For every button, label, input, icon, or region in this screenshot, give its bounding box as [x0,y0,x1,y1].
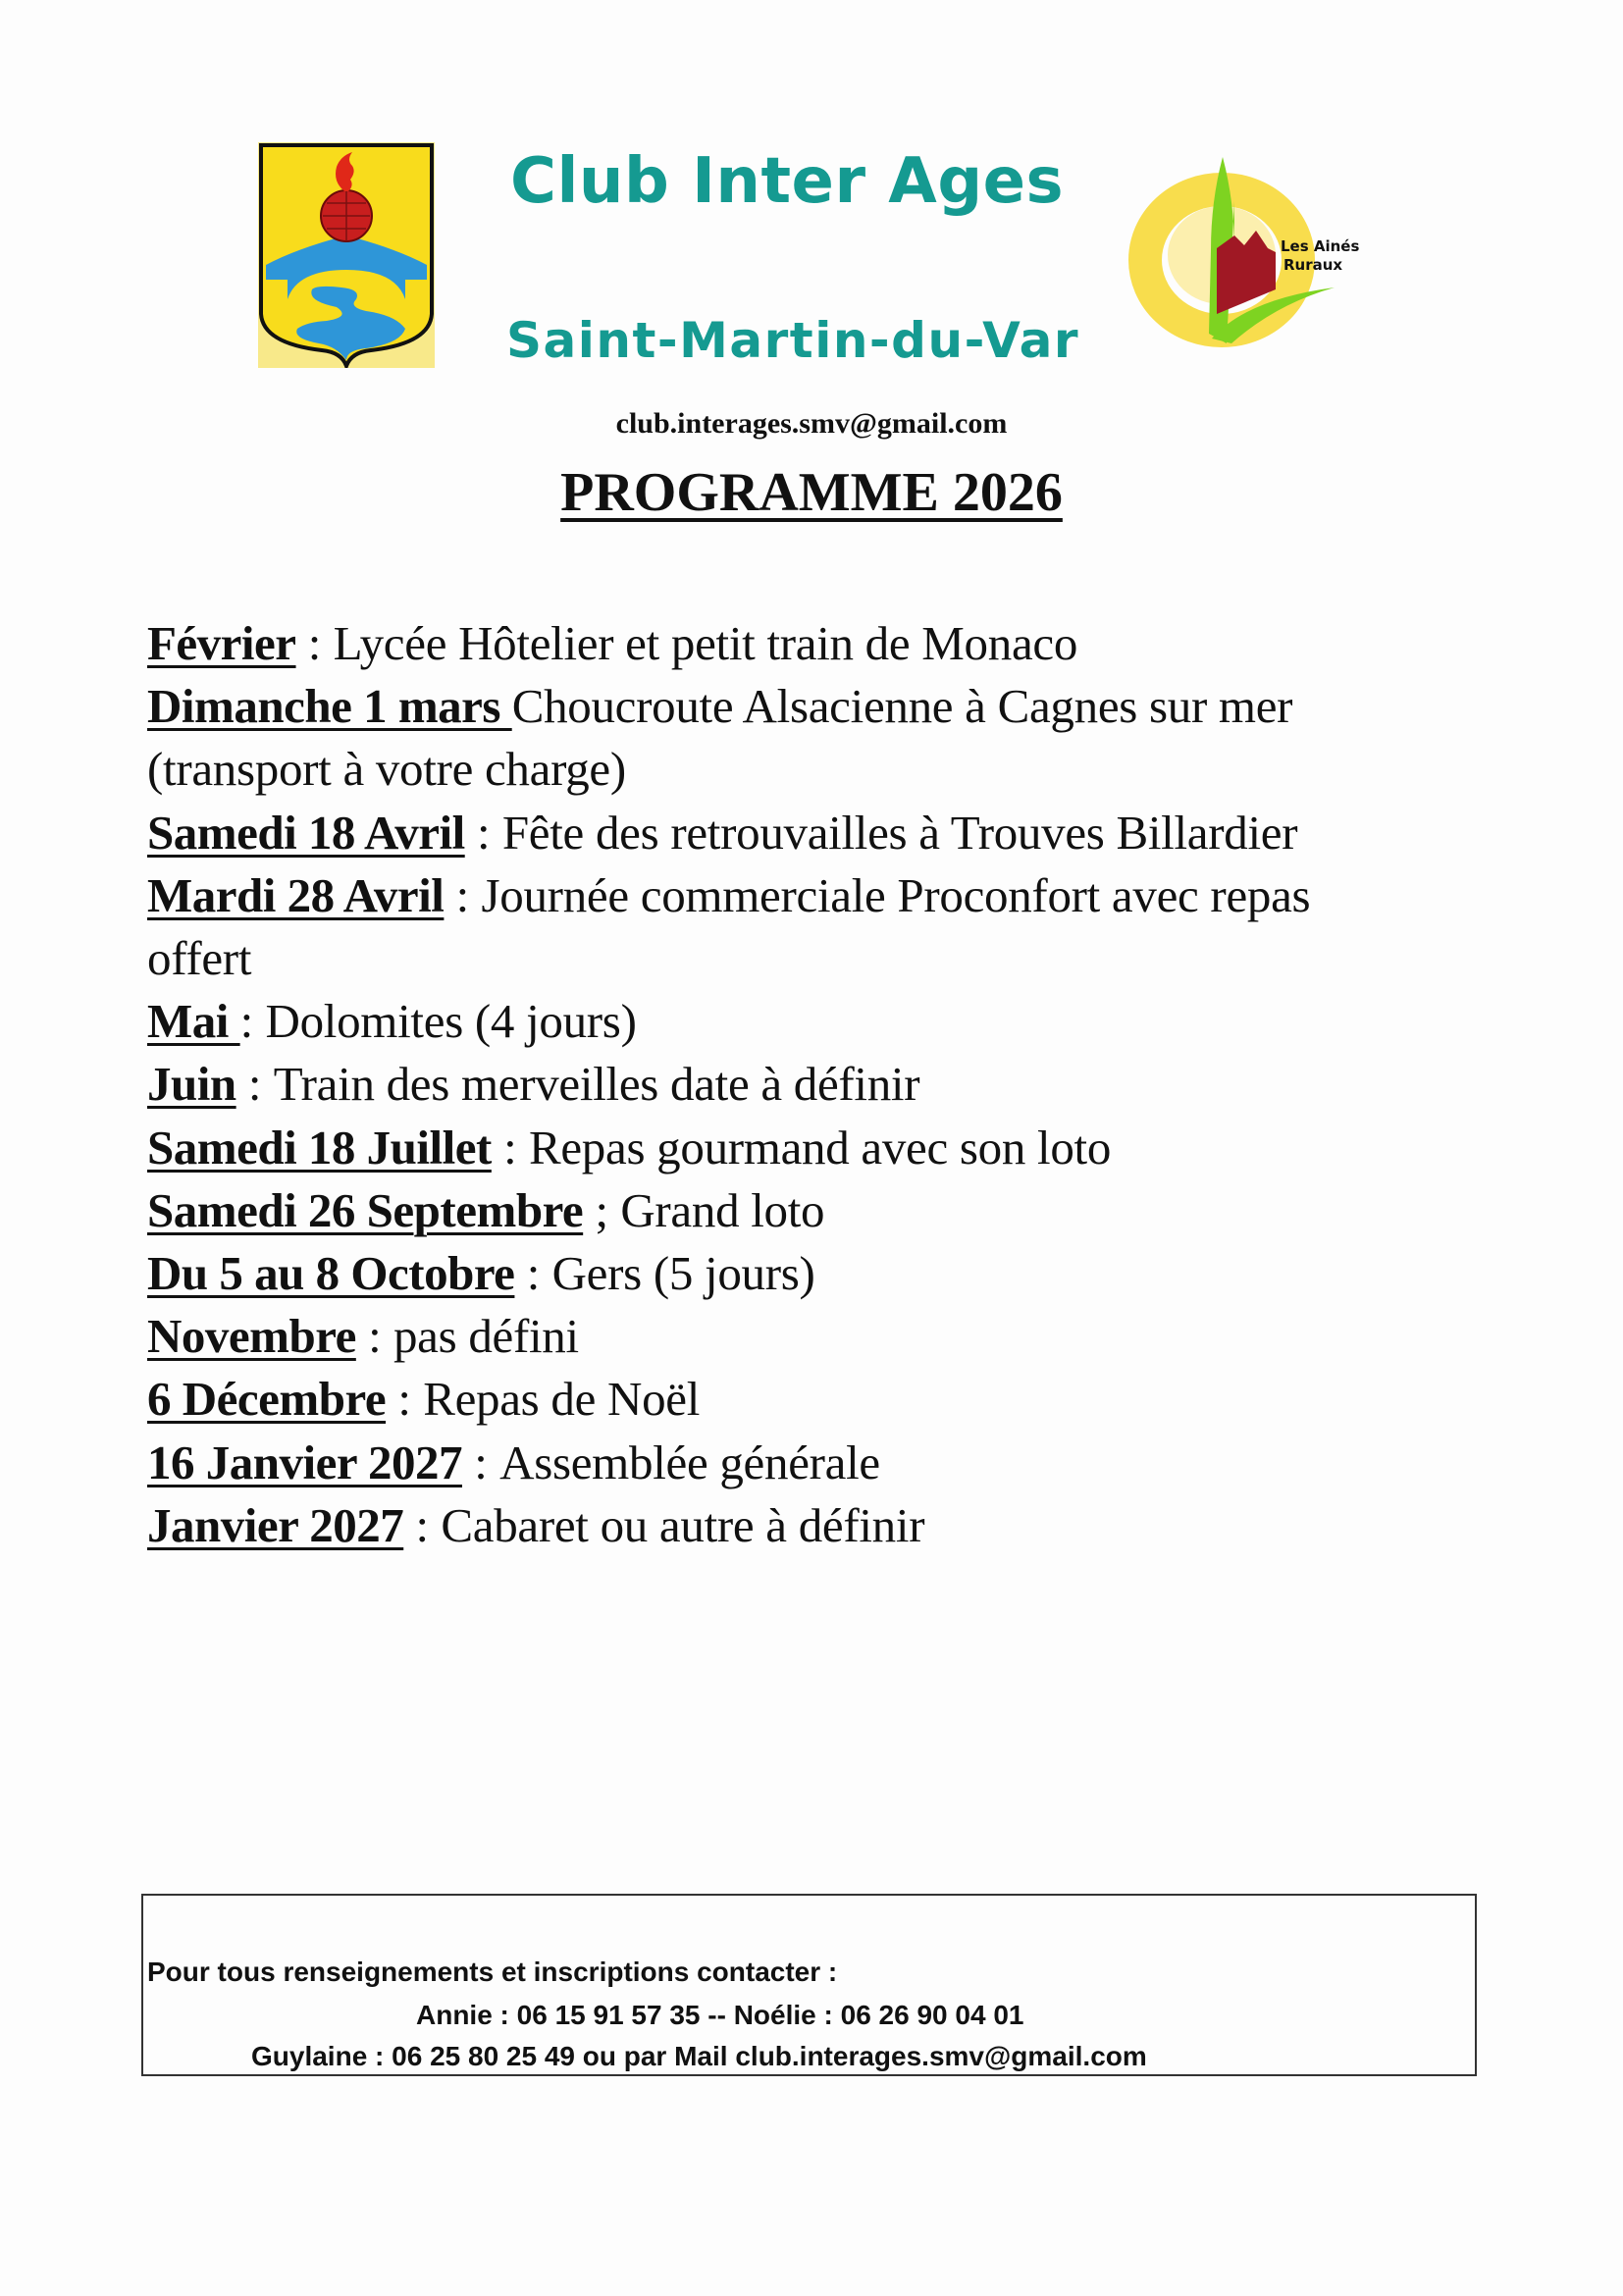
event-date: Samedi 18 Avril [147,805,465,860]
event-description: Cabaret ou autre à définir [441,1497,925,1552]
event-separator: : [403,1497,442,1552]
event-description: Repas gourmand avec son loto [528,1120,1112,1174]
event-separator: : [355,1309,393,1364]
event-date: Mardi 28 Avril [147,867,445,922]
event-item [147,1368,1403,1431]
event-separator: : [236,1057,274,1112]
event-description: Lycée Hôtelier et petit train de Monaco [333,616,1078,670]
event-date: 16 Janvier 2027 [147,1435,462,1489]
event-item [147,1432,1403,1494]
event-item [147,990,1403,1053]
programme-title-text: PROGRAMME 2026 [560,462,1063,523]
contact-phones: Annie : 06 15 91 57 35 -- Noélie : 06 26 90 04 01 [416,2000,1024,2030]
event-date: Mai [147,994,240,1049]
event-separator: : [444,867,482,922]
event-description: Choucroute Alsacienne à Cagnes sur mer (transport à votre charge) [147,679,1293,797]
event-item [147,1117,1403,1179]
event-item [147,864,1403,990]
contact-intro: Pour tous renseignements et inscriptions contacter : [147,1957,838,1987]
event-description: pas défini [393,1309,579,1364]
event-date: Février [147,616,296,670]
event-item [147,1305,1403,1368]
event-separator: : [514,1246,552,1301]
event-description: Assemblée générale [499,1435,880,1489]
event-separator: : [239,994,266,1049]
event-description: Dolomites (4 jours) [265,994,637,1049]
event-separator: ; [583,1182,621,1237]
event-description: Repas de Noël [423,1372,701,1427]
event-list [147,612,1403,1557]
contact-phone-email: Guylaine : 06 25 80 25 49 ou par Mail club.interages.smv@gmail.com [251,2041,1147,2071]
event-date: Novembre [147,1309,356,1364]
club-email[interactable]: club.interages.smv@gmail.com [615,407,1008,440]
event-item [147,612,1403,675]
event-description: Grand loto [620,1182,825,1237]
event-separator: : [461,1435,500,1489]
club-name-title: Club Inter Ages [510,145,1065,218]
event-description: Gers (5 jours) [551,1246,815,1301]
event-date: Samedi 26 Septembre [147,1182,584,1237]
town-subtitle: Saint-Martin-du-Var [506,312,1080,369]
event-description: Journée commerciale Proconfort avec repas offert [147,867,1311,986]
logo-text-line1: Les Ainés [1281,237,1359,255]
event-item [147,675,1403,801]
event-separator: : [464,805,502,860]
event-description: Fête des retrouvailles à Trouves Billardier [501,805,1298,860]
programme-title [0,461,1623,524]
event-item [147,1494,1403,1557]
event-date: Samedi 18 Juillet [147,1120,492,1174]
event-date: Dimanche 1 mars [147,679,512,734]
event-separator: : [491,1120,529,1174]
event-date: 6 Décembre [147,1372,387,1427]
aines-ruraux-logo [1119,142,1359,363]
event-separator: : [386,1372,424,1427]
event-item [147,1179,1403,1242]
event-date: Du 5 au 8 Octobre [147,1246,515,1301]
logo-text-line2: Ruraux [1283,256,1343,274]
event-date: Janvier 2027 [147,1497,404,1552]
coat-of-arms-logo [258,142,435,368]
event-item [147,1242,1403,1305]
event-item [147,802,1403,864]
event-description: Train des merveilles date à définir [273,1057,920,1112]
event-date: Juin [147,1057,236,1112]
document-header [0,0,1623,392]
event-separator: : [295,616,334,670]
contact-box [141,1894,1477,2076]
event-item [147,1053,1403,1116]
